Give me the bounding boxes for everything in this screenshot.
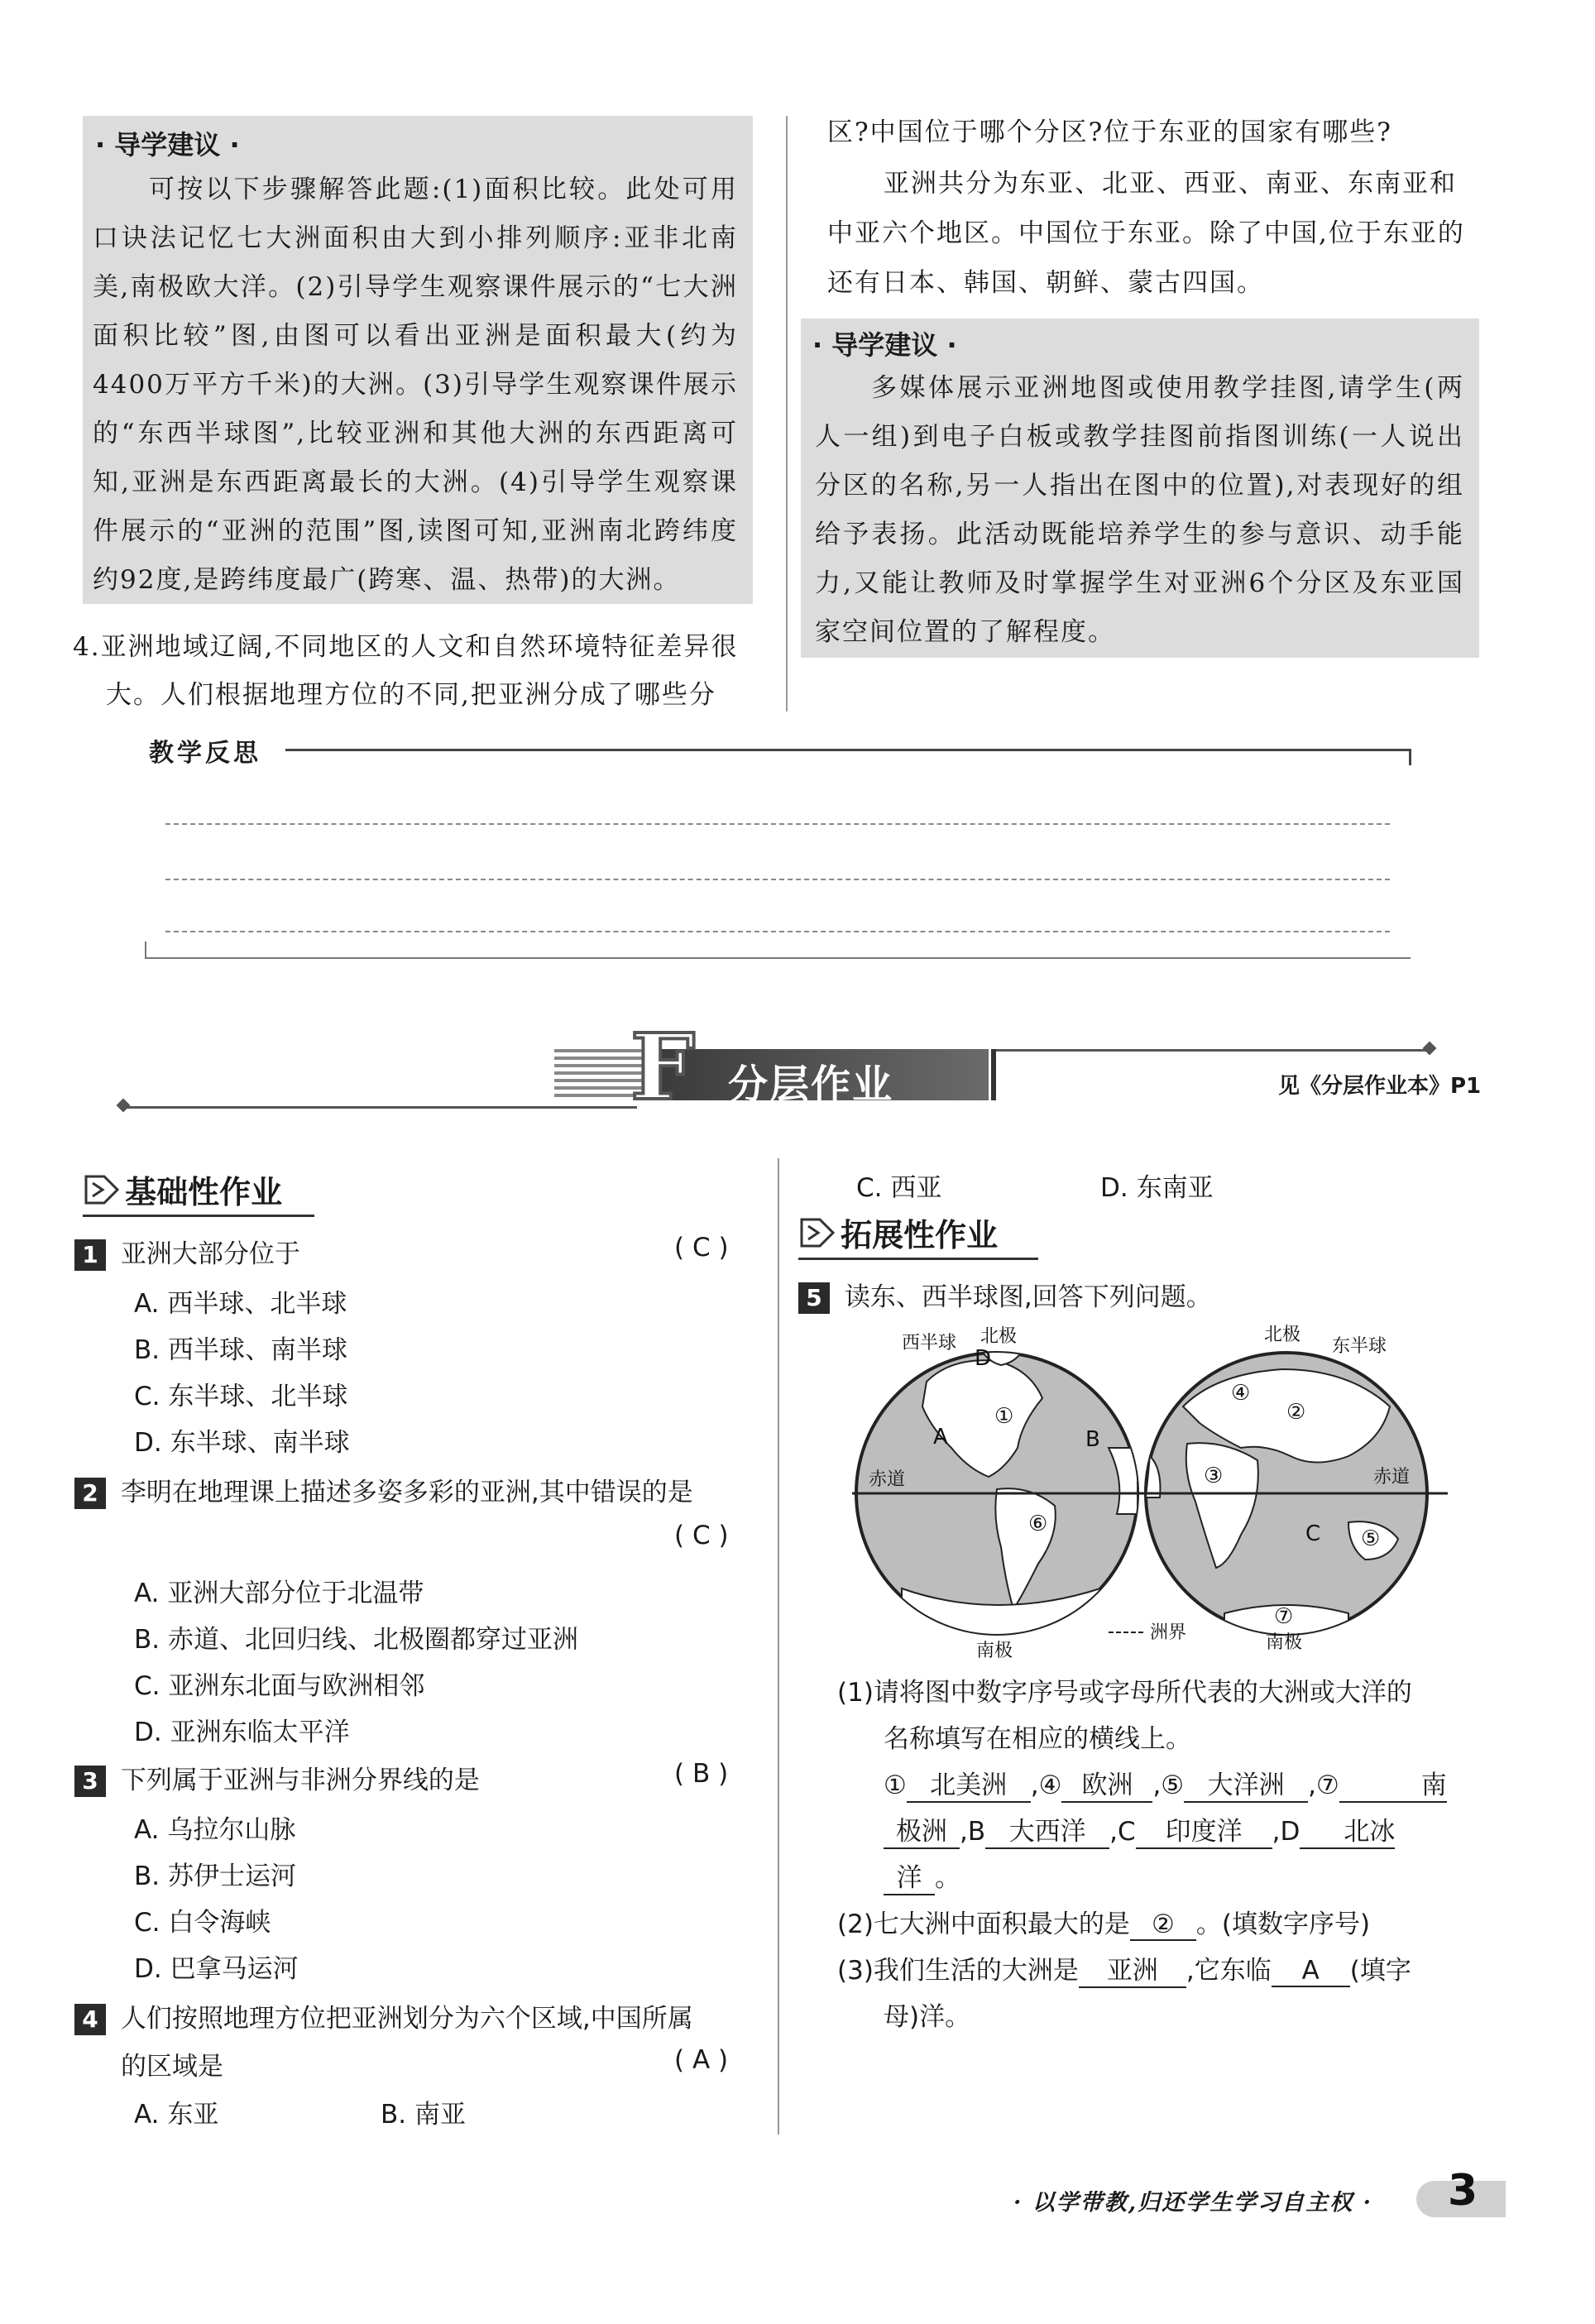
- sub1-label-7: ,⑦: [1308, 1771, 1339, 1800]
- sub1-answer-Db: 洋: [884, 1857, 935, 1895]
- banner-left-rule: [124, 1106, 637, 1109]
- banner-end-bar: [991, 1049, 996, 1100]
- extend-section-header: [798, 1210, 998, 1255]
- sub1-fill-row2: [884, 1810, 1395, 1849]
- q4-intro-line2: 大。人们根据地理方位的不同,把亚洲分成了哪些分: [106, 680, 716, 710]
- question-2-stem: [74, 1471, 693, 1509]
- question-4-option-c: C. 西亚: [856, 1173, 942, 1203]
- sub1-end: 。: [935, 1863, 960, 1893]
- arrow-icon: [83, 1172, 121, 1208]
- extend-section-underline: [798, 1258, 1038, 1260]
- extend-section-title: 拓展性作业: [841, 1217, 999, 1253]
- sub1-answer-7b: 极洲: [884, 1810, 960, 1849]
- question-1-text: 亚洲大部分位于: [120, 1239, 300, 1269]
- map-label-1: ①: [994, 1404, 1014, 1429]
- question-1-number: 1: [74, 1239, 106, 1271]
- sub1-answer-B: 大西洋: [985, 1810, 1109, 1849]
- column-divider-bottom: [778, 1158, 779, 2135]
- sub1-answer-Da: 北冰: [1300, 1810, 1395, 1849]
- question-4-text: 人们按照地理方位把亚洲划分为六个区域,中国所属: [120, 2004, 693, 2034]
- sub3-mid: ,它东临: [1185, 1956, 1272, 1986]
- banner-right-rule: [993, 1049, 1431, 1052]
- sub1-label-C: ,C: [1109, 1817, 1136, 1847]
- column-divider-top: [786, 116, 788, 712]
- map-label-B: B: [1085, 1427, 1100, 1452]
- map-label-east: 东半球: [1332, 1336, 1387, 1357]
- question-3-answer: ( B ): [674, 1759, 729, 1789]
- sub1-label-1: ①: [884, 1771, 907, 1800]
- question-3-option-a: A. 乌拉尔山脉: [134, 1815, 296, 1845]
- sub1-label-B: ,B: [960, 1817, 986, 1847]
- question-4-option-a: A. 东亚: [134, 2100, 219, 2130]
- reflection-right-rule: [1409, 749, 1411, 765]
- map-label-south-e: 南极: [1266, 1632, 1303, 1653]
- sub3-answer-1: 亚洲: [1079, 1949, 1186, 1988]
- question-2-answer: ( C ): [674, 1521, 729, 1550]
- map-label-7: ⑦: [1274, 1604, 1294, 1629]
- map-label-west: 西半球: [902, 1333, 957, 1354]
- page-number: 3: [1448, 2166, 1478, 2216]
- right-hint-title: · 导学建议 ·: [812, 329, 957, 361]
- arrow-icon: [798, 1215, 836, 1251]
- question-5-text: 读东、西半球图,回答下列问题。: [844, 1282, 1212, 1312]
- question-3-stem: [74, 1759, 480, 1797]
- question-1-stem: [74, 1233, 300, 1271]
- question-1-answer: ( C ): [674, 1233, 729, 1263]
- banner-title: 分层作业: [728, 1061, 894, 1108]
- basic-section-underline: [83, 1215, 314, 1217]
- question-4-option-d: D. 东南亚: [1100, 1173, 1214, 1203]
- question-2-option-c: C. 亚洲东北面与欧洲相邻: [134, 1671, 425, 1701]
- question-1-option-c: C. 东半球、北半球: [134, 1382, 348, 1411]
- basic-section-title: 基础性作业: [125, 1174, 283, 1210]
- map-label-equator-e: 赤道: [1373, 1467, 1411, 1488]
- reflection-line-1: [165, 823, 1390, 825]
- map-label-C: C: [1305, 1521, 1321, 1546]
- sub1-answer-5: 大洋洲: [1184, 1764, 1308, 1803]
- question-1-option-d: D. 东半球、南半球: [134, 1428, 350, 1458]
- question-4-stem: [74, 1997, 693, 2035]
- sub1-answer-7a: 南: [1339, 1764, 1447, 1803]
- sub2-post: 。(填数字序号): [1195, 1910, 1371, 1939]
- reflection-line-3: [165, 931, 1390, 932]
- right-top-line1: 区?中国位于哪个分区?位于东亚的国家有哪些?: [827, 117, 1392, 147]
- right-hint-text: 多媒体展示亚洲地图或使用教学挂图,请学生(两人一组)到电子白板或教学挂图前指图训练(一人说出分区的名称,另一人指出在图中的位置),对表现好的组给予表扬。此活动既能培养学生的参与意识、动手能力,又能让教师及时掌握学生对亚洲6个分区及东亚国家空间位置的了解程度。: [815, 373, 1464, 647]
- question-3-option-c: C. 白令海峡: [134, 1908, 271, 1938]
- sub1-answer-1: 北美洲: [907, 1764, 1031, 1803]
- question-4-answer: ( A ): [674, 2045, 729, 2075]
- question-5-stem: [798, 1276, 1212, 1314]
- sub3-answer-2: A: [1272, 1956, 1350, 1987]
- question-4-option-b: B. 南亚: [381, 2100, 466, 2130]
- sub1-fill-row1: [884, 1764, 1447, 1803]
- sub2-pre: (2)七大洲中面积最大的是: [837, 1910, 1130, 1939]
- sub2-answer: ②: [1130, 1910, 1196, 1941]
- reflection-line-2: [165, 879, 1390, 880]
- footer-slogan: · 以学带教,归还学生学习自主权 ·: [1013, 2190, 1372, 2216]
- question-1-option-b: B. 西半球、南半球: [134, 1335, 347, 1365]
- sub3-post: (填字: [1349, 1956, 1411, 1986]
- q4-intro-line1: 4.亚洲地域辽阔,不同地区的人文和自然环境特征差异很: [73, 632, 739, 662]
- question-2-option-b: B. 赤道、北回归线、北极圈都穿过亚洲: [134, 1625, 578, 1655]
- reflection-top-rule: [285, 749, 1411, 751]
- question-3-option-b: B. 苏伊士运河: [134, 1862, 296, 1891]
- map-label-equator-w: 赤道: [869, 1469, 906, 1490]
- map-label-south-w: 南极: [976, 1641, 1013, 1661]
- sub3-pre: (3)我们生活的大洲是: [837, 1956, 1079, 1986]
- banner-letter: F: [630, 1013, 696, 1120]
- sub1-fill-row3: [884, 1857, 960, 1895]
- map-label-legend: 洲界: [1150, 1622, 1187, 1643]
- sub1-answer-4: 欧洲: [1061, 1764, 1152, 1803]
- map-label-D: D: [975, 1346, 992, 1371]
- question-3-number: 3: [74, 1766, 106, 1797]
- reflection-label: 教学反思: [149, 739, 261, 768]
- left-hint-text: 可按以下步骤解答此题:(1)面积比较。此处可用口诀法记忆七大洲面积由大到小排列顺序:亚非北南美,南极欧大洋。(2)引导学生观察课件展示的“七大洲面积比较”图,由图可以看出亚洲是面积最大(约为4400万平方千米)的大洲。(3)引导学生观察课件展示的“东西半球图”,比较亚洲和其他大洲的东西距离可知,亚洲是东西距离最长的大洲。(4)引导学生观察课件展示的“亚洲的范围”图,读图可知,亚洲南北跨纬度约92度,是跨纬度最广(跨寒、温、热带)的大洲。: [93, 175, 738, 595]
- sub3: [837, 1949, 1411, 1988]
- banner-right-diamond: [1423, 1042, 1437, 1056]
- question-2-option-d: D. 亚洲东临太平洋: [134, 1718, 350, 1747]
- map-label-2: ②: [1286, 1400, 1306, 1425]
- hemisphere-map: [852, 1324, 1448, 1671]
- map-label-A: A: [933, 1425, 948, 1450]
- sub1-answer-C: 印度洋: [1136, 1810, 1272, 1849]
- sub1-text: (1)请将图中数字序号或字母所代表的大洲或大洋的: [837, 1678, 1412, 1708]
- map-label-5: ⑤: [1361, 1526, 1381, 1551]
- right-top-answer: 亚洲共分为东亚、北亚、西亚、南亚、东南亚和中亚六个地区。中国位于东亚。除了中国,位于东亚的还有日本、韩国、朝鲜、蒙古四国。: [827, 169, 1465, 298]
- question-4-number: 4: [74, 2004, 106, 2035]
- reflection-bottom-rule: [145, 957, 1411, 959]
- map-label-north-e: 北极: [1264, 1325, 1301, 1345]
- sub2: [837, 1903, 1370, 1941]
- question-5-number: 5: [798, 1282, 830, 1314]
- left-hint-title: · 导学建议 ·: [95, 129, 240, 161]
- question-3-option-d: D. 巴拿马运河: [134, 1954, 299, 1984]
- banner-ref: 见《分层作业本》P1: [1278, 1074, 1482, 1099]
- question-1-option-a: A. 西半球、北半球: [134, 1289, 347, 1319]
- question-4-stem-line2: 的区域是: [121, 2052, 223, 2082]
- map-label-6: ⑥: [1028, 1512, 1048, 1536]
- map-label-north-w: 北极: [980, 1326, 1018, 1347]
- question-2-number: 2: [74, 1478, 106, 1509]
- question-2-option-a: A. 亚洲大部分位于北温带: [134, 1579, 424, 1608]
- map-label-3: ③: [1204, 1464, 1224, 1488]
- sub1-label-D: ,D: [1272, 1817, 1300, 1847]
- question-3-text: 下列属于亚洲与非洲分界线的是: [120, 1766, 480, 1795]
- banner-left-diamond: [117, 1099, 131, 1113]
- basic-section-header: [83, 1167, 282, 1212]
- question-2-text: 李明在地理课上描述多姿多彩的亚洲,其中错误的是: [120, 1478, 693, 1507]
- sub1-label-5: ,⑤: [1152, 1771, 1185, 1800]
- sub3-line2: 母)洋。: [884, 2002, 971, 2032]
- sub1-text2: 名称填写在相应的横线上。: [884, 1724, 1191, 1754]
- map-label-4: ④: [1231, 1381, 1251, 1406]
- sub1-label-4: ,④: [1030, 1771, 1062, 1800]
- reflection-left-rule: [145, 942, 146, 958]
